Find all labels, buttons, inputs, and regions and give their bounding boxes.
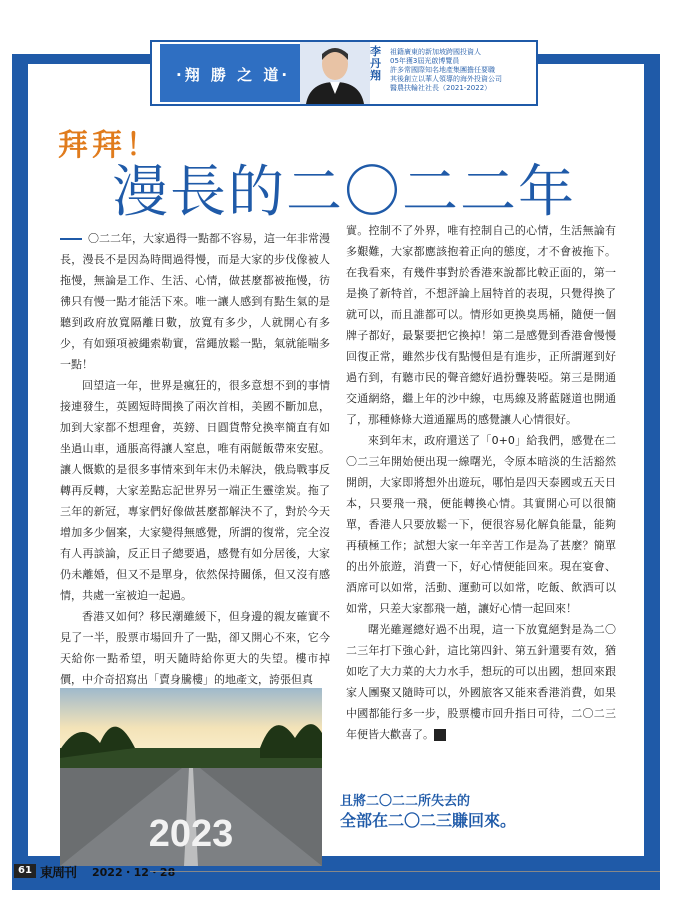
page-number: 61: [14, 864, 36, 878]
bio-line: 醫農扶輪社社長（2021-2022）: [390, 84, 492, 92]
author-name: 李丹翔: [370, 45, 381, 82]
author-photo: [300, 42, 370, 104]
paragraph: 來到年末，政府還送了「0+0」給我們，感覺在二〇二三年開始便出現一線曙光，令原本暗淡的生活豁然開朗，大家即將想外出遊玩，哪怕是四天泰國或五天日本，只要飛一飛，便能轉換心情。其實開心可以很簡單，香港人只要放鬆一下，便很容易化解負能量，能夠再積極工作；試想大家一年辛苦工作是為了甚麼？簡單的出外旅遊，消費一下，好心情便能回來。現在宴會、酒席可以如常，活動、運動可以如常，吃飯、飲酒可以如常，只差大家都飛一趟，讓好心情一起回來！: [346, 434, 616, 615]
road-text: 2023: [148, 813, 234, 855]
paragraph-text: 曙光雖遲總好過不出現，這一下放寬絕對是為二〇二三年打下強心針，這比第四針、第五針還要有效，猶如吃了大力菜的大力水手，想玩的可以出國，想回來跟家人團聚又隨時可以，外國旅客又能來香港消費，如果中國都能行多一步，股票樓市回升指日可待，二〇二三年便皆大歡喜了。: [346, 623, 616, 741]
paragraph: 實。控制不了外界，唯有控制自己的心情，生活無論有多艱難，大家都應該抱着正向的態度，才不會被拖下。在我看來，有幾件事對於香港來說都比較正面的，第一是換了新特首，不想評論上屆特首的表現，只覺得換了就可以，而且誰都可以。情形如更換臭馬桶，隨便一個牌子都好，最緊要把它換掉！第二是感覺到香港會慢慢回復正常，雖然步伐有點慢但是有進步，正所謂遲到好過冇到，有聽市民的聲音總好過扮聾裝啞。第三是開通交通網絡，繼上年的沙中線，屯馬線及將藍隧道也開通了，那種條條大道通羅馬的感覺讓人心情很好。: [346, 224, 616, 426]
column-name: ·翔 勝 之 道·: [176, 66, 291, 84]
author-bio: [390, 48, 502, 93]
opening-dash: [60, 238, 82, 240]
photo-caption-line1: 且將二〇二二所失去的: [340, 794, 471, 809]
article-kicker: 拜拜！: [58, 128, 160, 163]
issue-date: 2022・12・28: [92, 866, 176, 879]
bio-line: 祖籍廣東的新加坡跨國投資人: [390, 48, 481, 56]
left-column: [60, 228, 330, 690]
right-column: [346, 220, 616, 745]
bio-line: 許多常國際知名地產集團擔任要職: [390, 66, 495, 74]
road-2023-photo: [60, 688, 322, 866]
paragraph: 香港又如何？移民潮雖緩下，但身邊的親友確實不見了一半，股票市場回升了一點，卻又開心不來，它今天給你一點希望，明天隨時給你更大的失望。樓市掉價，中介奇招寫出「賣身騰樓」的地產文，誇張但真: [60, 610, 330, 686]
bio-line: 05年獲3屆光啟博覽員: [390, 57, 460, 65]
paragraph: 回望這一年，世界是瘋狂的，很多意想不到的事情接連發生，英國短時間換了兩次首相，美國不斷加息，加到大家都不想理會，英鎊、日圓貨幣兌換率簡直有如坐過山車，通脹高得讓人窒息，唯有兩餸飯帶來安慰。讓人慨歎的是很多事情來到年末仍未解決，俄烏戰事反轉再反轉，大家差點忘記世界另一端正生靈塗炭。拖了三年的新冠，專家們好像做甚麼都解決不了，對於今天增加多少個案，大家變得無感覺，所謂的復常，完全沒有人再談論，反正日子總要過，感覺有如分居後，大家仍未離婚，但又不是單身，依然保持關係，但又沒有感情，共處一室被迫一起過。: [60, 379, 330, 602]
article-title: 漫長的二〇二二年: [112, 160, 576, 225]
bio-line: 其後創立以華人領導的海外投資公司: [390, 75, 502, 83]
paragraph: [346, 619, 616, 745]
paragraph-text: 〇二二年，大家過得一點都不容易，這一年非常漫長，漫長不是因為時間過得慢，而是大家的步伐像被人拖慢，無論是工作、生活、心情，做甚麼都被拖慢，彷彿只有慢一點才能活下來。唯一讓人感到有點生氣的是聽到政府放寬隔離日數，放寬有多少，人就開心有多少，有如頸項被繩索勒實，當繩放鬆一點，氣就能喘多一點！: [60, 232, 330, 371]
end-mark: 翔: [434, 729, 446, 741]
photo-caption-line2: 全部在二〇二三賺回來。: [340, 811, 517, 830]
paragraph: [60, 228, 330, 375]
footer-rule: [150, 871, 660, 872]
magazine-logo: 東周刊: [40, 866, 77, 881]
